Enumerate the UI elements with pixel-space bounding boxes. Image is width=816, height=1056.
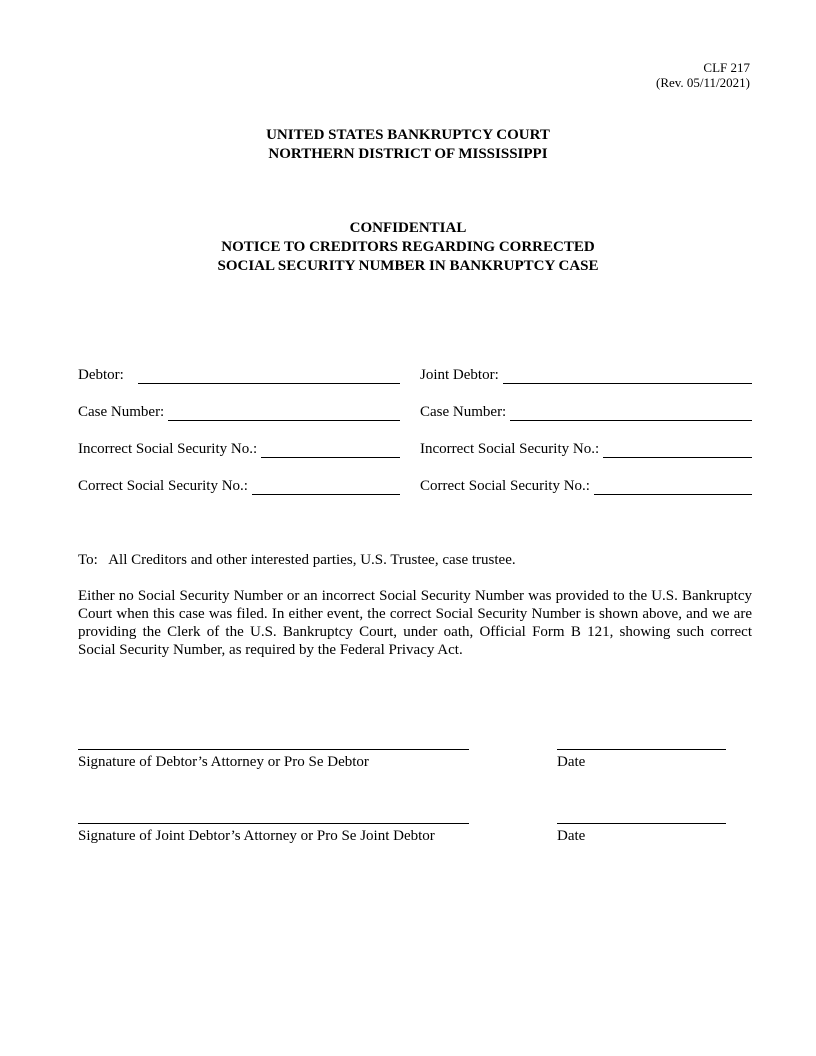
joint-debtor-label: Joint Debtor: — [420, 367, 499, 383]
form-number: CLF 217 — [703, 60, 750, 75]
joint-correct-ssn-input-line[interactable] — [594, 480, 752, 495]
title-line-3: SOCIAL SECURITY NUMBER IN BANKRUPTCY CASE — [217, 258, 599, 274]
notice-paragraph: Either no Social Security Number or an incorrect Social Security Number was provided to the U.S. Bankruptcy Court when this case was filed. In either event, the correct Social Security Number is shown above, and we are providing the Clerk of the U.S. Bankruptcy Court, under oath, Official Form B 121, showing such correct Social Security Number, as required by the Federal Privacy Act. — [78, 588, 752, 658]
court-district: NORTHERN DISTRICT OF MISSISSIPPI — [268, 146, 548, 162]
joint-incorrect-ssn-input-line[interactable] — [603, 443, 752, 458]
joint-correct-ssn-field[interactable] — [420, 477, 752, 495]
incorrect-ssn-input-line[interactable] — [261, 443, 400, 458]
court-name: UNITED STATES BANKRUPTCY COURT — [266, 127, 550, 143]
joint-date-line[interactable] — [557, 823, 726, 824]
joint-case-number-label: Case Number: — [420, 404, 507, 420]
correct-ssn-input-line[interactable] — [252, 480, 400, 495]
addressee-line: To: All Creditors and other interested parties, U.S. Trustee, case trustee. — [78, 552, 516, 568]
incorrect-ssn-field[interactable] — [78, 440, 400, 458]
debtor-signature-label: Signature of Debtor’s Attorney or Pro Se Debtor — [78, 754, 369, 770]
form-revision: (Rev. 05/11/2021) — [656, 75, 750, 90]
document-title — [0, 219, 816, 276]
debtor-date-label: Date — [557, 754, 586, 770]
joint-case-number-input-line[interactable] — [510, 406, 752, 421]
title-confidential: CONFIDENTIAL — [349, 220, 467, 236]
joint-date-label: Date — [557, 828, 586, 844]
debtor-label: Debtor: — [78, 367, 124, 383]
case-number-label: Case Number: — [78, 404, 165, 420]
title-line-2: NOTICE TO CREDITORS REGARDING CORRECTED — [221, 239, 595, 255]
form-identifier — [656, 60, 750, 90]
joint-incorrect-ssn-field[interactable] — [420, 440, 752, 458]
debtor-field[interactable] — [78, 366, 400, 384]
debtor-date-line[interactable] — [557, 749, 726, 750]
case-number-input-line[interactable] — [168, 406, 400, 421]
incorrect-ssn-label: Incorrect Social Security No.: — [78, 441, 258, 457]
case-number-field[interactable] — [78, 403, 400, 421]
joint-case-number-field[interactable] — [420, 403, 752, 421]
correct-ssn-field[interactable] — [78, 477, 400, 495]
debtor-signature-line[interactable] — [78, 749, 469, 750]
joint-incorrect-ssn-label: Incorrect Social Security No.: — [420, 441, 600, 457]
court-heading — [0, 126, 816, 164]
joint-debtor-input-line[interactable] — [503, 369, 752, 384]
joint-correct-ssn-label: Correct Social Security No.: — [420, 478, 590, 494]
joint-signature-line[interactable] — [78, 823, 469, 824]
debtor-input-line[interactable] — [138, 369, 400, 384]
joint-debtor-field[interactable] — [420, 366, 752, 384]
correct-ssn-label: Correct Social Security No.: — [78, 478, 248, 494]
joint-signature-label: Signature of Joint Debtor’s Attorney or Pro Se Joint Debtor — [78, 828, 435, 844]
